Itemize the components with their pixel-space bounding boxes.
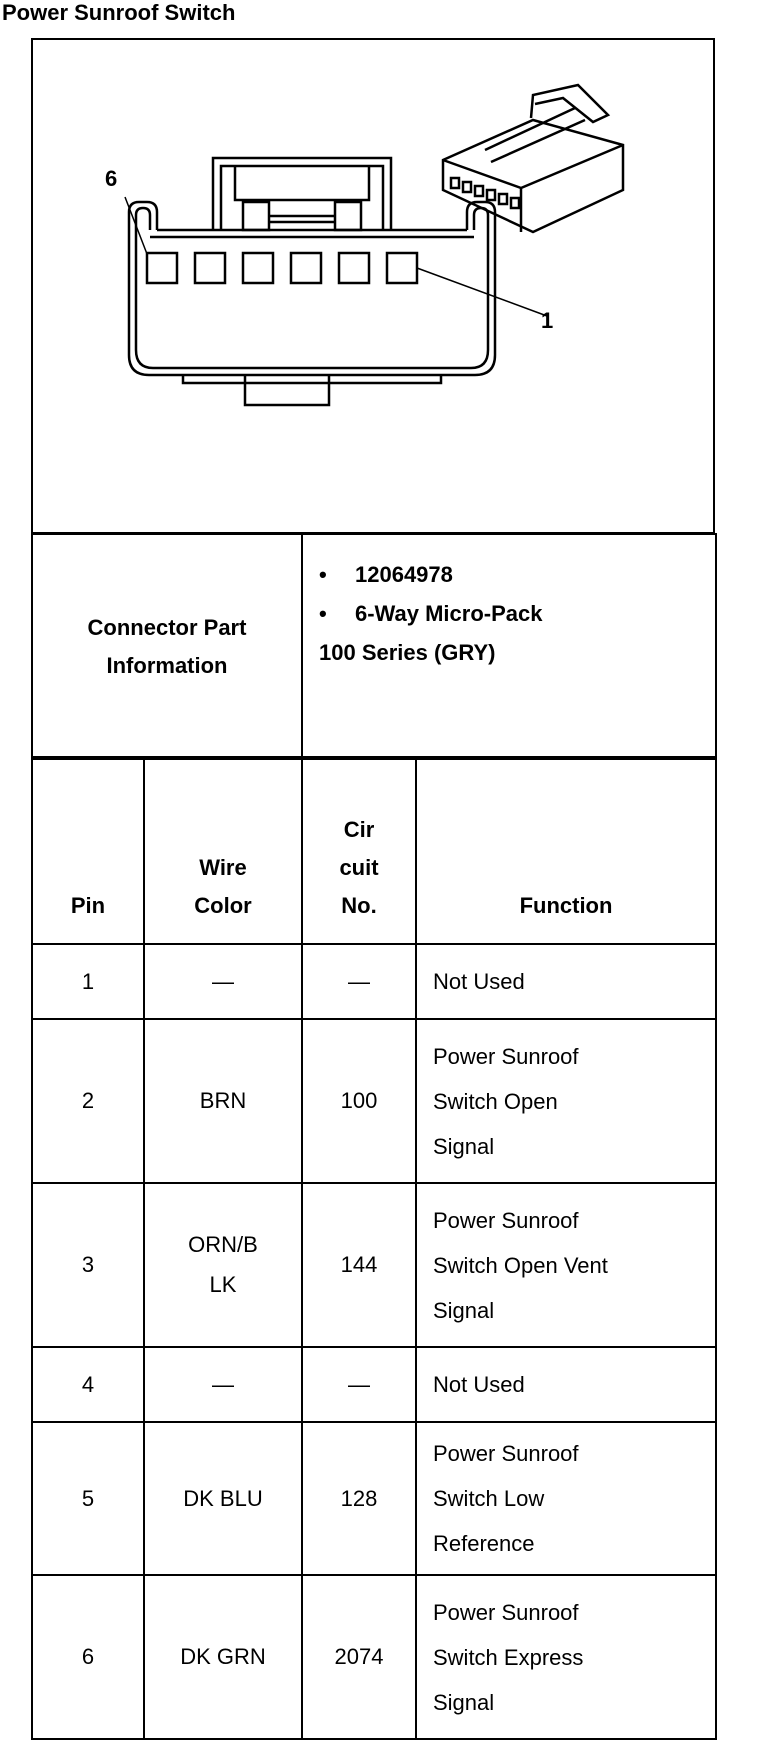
function-cell: Not Used [416, 1347, 716, 1422]
wire-color-cell: DK BLU [144, 1422, 302, 1575]
function-cell: Not Used [416, 944, 716, 1019]
circuit-cell: 144 [302, 1183, 416, 1347]
header-wire-color: Wire Color [144, 757, 302, 944]
page-title: Power Sunroof Switch [2, 0, 236, 25]
pin6-callout-label: 6 [105, 166, 118, 191]
circuit-cell: 128 [302, 1422, 416, 1575]
pin-cell: 6 [32, 1575, 144, 1739]
circuit-cell: — [302, 1347, 416, 1422]
wire-color-cell: DK GRN [144, 1575, 302, 1739]
connector-type: 6-Way Micro-Pack [355, 601, 543, 626]
pinout-table [31, 756, 717, 1740]
table-row [32, 1347, 716, 1422]
wire-color-cell: ORN/B LK [144, 1183, 302, 1347]
function-cell: Power Sunroof Switch Open Vent Signal [416, 1183, 716, 1347]
connector-series: 100 Series (GRY) [319, 640, 496, 665]
header-pin: Pin [32, 757, 144, 944]
pin1-callout-label: 1 [541, 308, 554, 333]
table-row [32, 944, 716, 1019]
pin-cell: 3 [32, 1183, 144, 1347]
circuit-cell: 100 [302, 1019, 416, 1183]
header-circuit-no: Cir cuit No. [302, 757, 416, 944]
table-row [32, 1183, 716, 1347]
connector-diagram [31, 38, 715, 534]
function-cell: Power Sunroof Switch Low Reference [416, 1422, 716, 1575]
table-row [32, 1422, 716, 1575]
circuit-cell: 2074 [302, 1575, 416, 1739]
pin-cell: 5 [32, 1422, 144, 1575]
circuit-cell: — [302, 944, 416, 1019]
pinout-header-row [32, 757, 716, 944]
connector-info-table [31, 533, 717, 760]
function-cell: Power Sunroof Switch Express Signal [416, 1575, 716, 1739]
wire-color-cell: — [144, 1347, 302, 1422]
header-function: Function [416, 757, 716, 944]
connector-drawing [33, 40, 717, 536]
part-number: 12064978 [355, 562, 453, 587]
pin-cell: 4 [32, 1347, 144, 1422]
connector-info-value: • 12064978 • 6-Way Micro-Pack 100 Series (GRY) [302, 534, 716, 759]
connector-info-label: Connector Part Information [32, 534, 302, 759]
table-row [32, 1019, 716, 1183]
pin-cell: 2 [32, 1019, 144, 1183]
pin-cell: 1 [32, 944, 144, 1019]
table-row [32, 1575, 716, 1739]
function-cell: Power Sunroof Switch Open Signal [416, 1019, 716, 1183]
wire-color-cell: — [144, 944, 302, 1019]
wire-color-cell: BRN [144, 1019, 302, 1183]
